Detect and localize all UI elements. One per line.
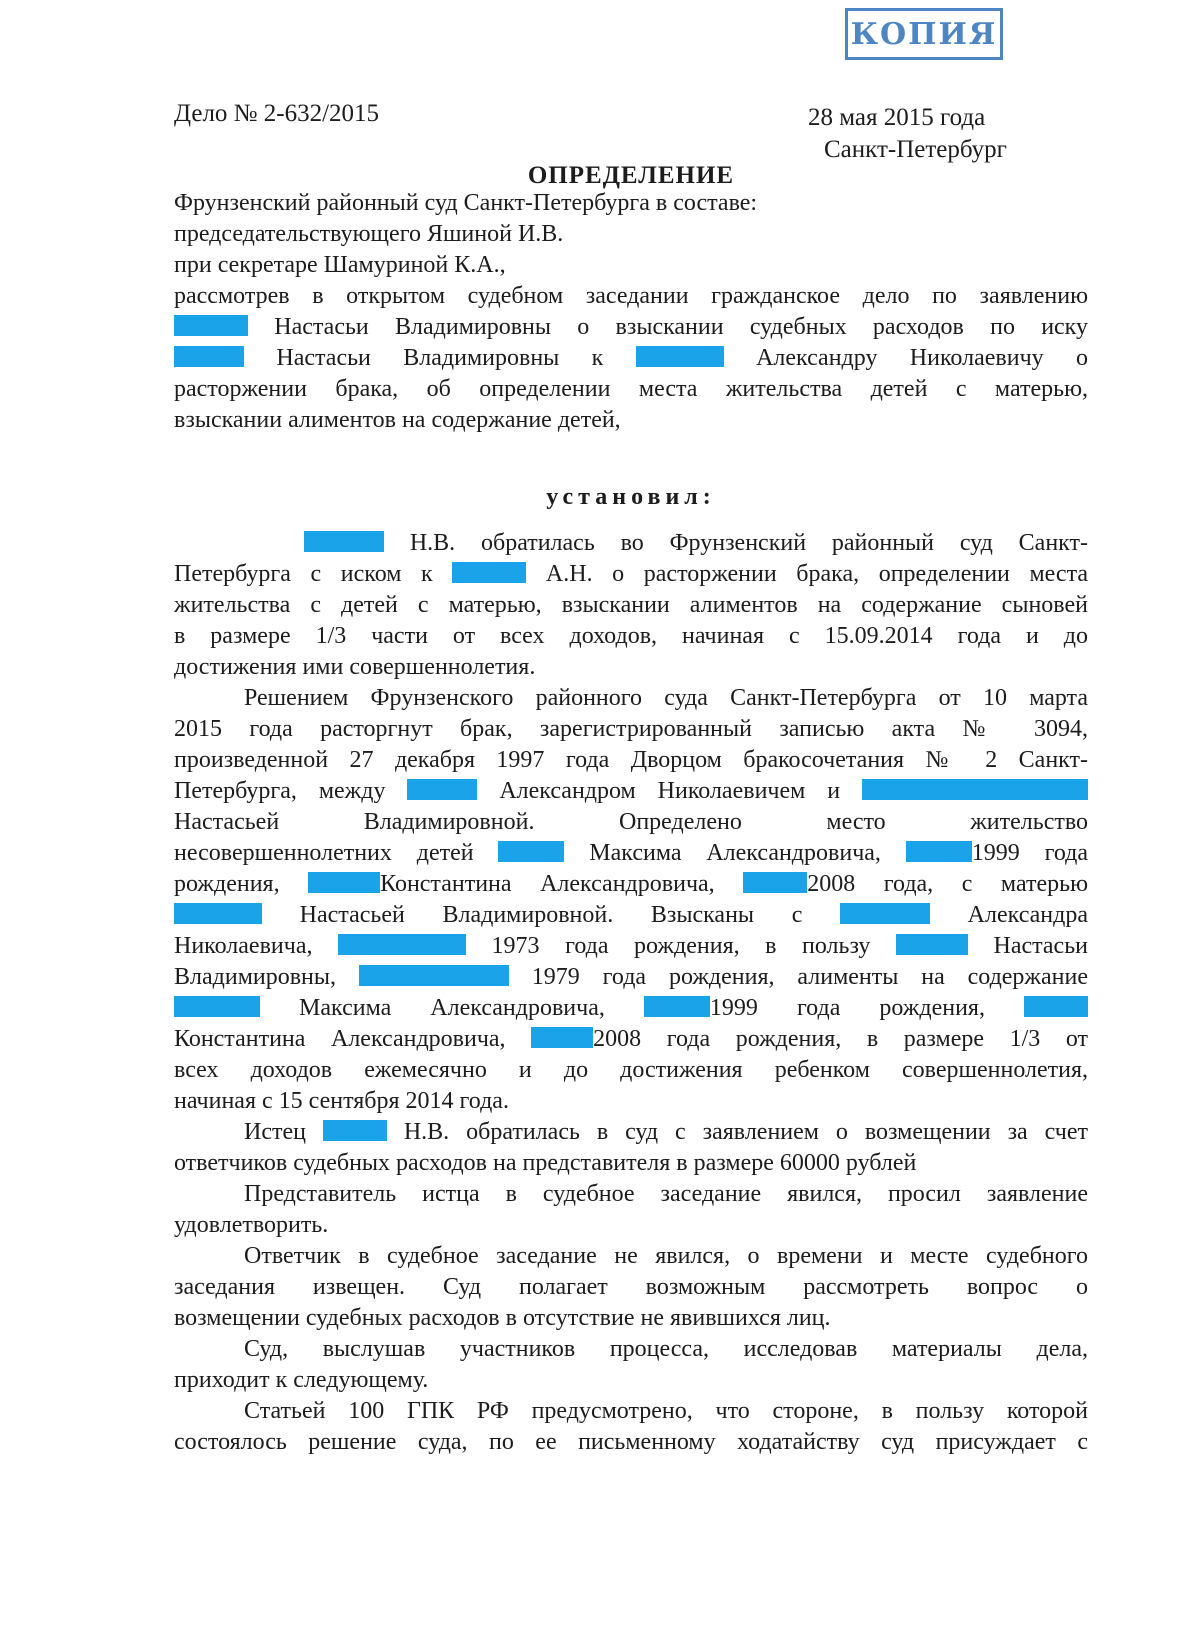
- stamp-text: КОПИЯ: [850, 16, 998, 52]
- text: рождения,: [174, 871, 280, 897]
- redaction-block: [906, 841, 972, 862]
- redaction-block: [174, 903, 262, 924]
- text-line: [174, 838, 1088, 869]
- redaction-block: [862, 779, 1088, 800]
- redaction-block: [452, 562, 526, 583]
- intro-text: Настасьи Владимировны о взыскании судебных расходов по иску: [274, 314, 1089, 340]
- text: 1999 года рождения,: [709, 995, 985, 1021]
- redaction-block: [896, 934, 968, 955]
- redaction-block: [636, 346, 724, 367]
- text-line: [174, 1024, 1088, 1055]
- text-line: приходит к следующему.: [174, 1367, 429, 1393]
- text: Петербурга, между: [174, 778, 386, 804]
- redaction-block: [644, 996, 710, 1017]
- intro-line: расторжении брака, об определении места жительства детей с матерью,: [174, 376, 1088, 402]
- text-line: [174, 528, 1088, 559]
- text: несовершеннолетних детей: [174, 840, 474, 866]
- text: Константина Александровича,: [174, 1026, 506, 1052]
- text: Н.В. обратилась во Фрунзенский районный суд Санкт-: [409, 530, 1089, 556]
- intro-line: рассмотрев в открытом судебном заседании гражданское дело по заявлению: [174, 283, 1088, 309]
- intro-line: председательствующего Яшиной И.В.: [174, 221, 564, 247]
- text-line: [174, 900, 1088, 931]
- intro-line: при секретаре Шамуриной К.А.,: [174, 252, 506, 278]
- text-line: жительства с детей с матерью, взыскании алиментов на содержание сыновей: [174, 592, 1088, 618]
- redaction-block: [323, 1120, 387, 1141]
- text-line: Представитель истца в судебное заседание явился, просил заявление: [244, 1181, 1088, 1207]
- text-line: всех доходов ежемесячно и до достижения ребенком совершеннолетия,: [174, 1057, 1088, 1083]
- redaction-block: [174, 315, 248, 336]
- text: Николаевича,: [174, 933, 313, 959]
- text-line: 2015 года расторгнут брак, зарегистрированный записью акта № 3094,: [174, 716, 1088, 742]
- intro-line: [174, 312, 1088, 343]
- text: Александром Николаевичем и: [499, 778, 841, 804]
- text: Петербурга с иском к: [174, 561, 433, 587]
- redaction-block: [743, 872, 807, 893]
- text: Константина Александровича,: [380, 871, 715, 897]
- text-line: [174, 559, 1088, 590]
- text: 2008 года рождения, в размере 1/3 от: [593, 1026, 1088, 1052]
- text-line: [174, 869, 1088, 900]
- text: А.Н. о расторжении брака, определении места: [545, 561, 1089, 587]
- redaction-block: [1024, 996, 1088, 1017]
- document-city: Санкт-Петербург: [824, 136, 1007, 163]
- redaction-block: [308, 872, 380, 893]
- text-line: возмещении судебных расходов в отсутствие не явившихся лиц.: [174, 1305, 831, 1331]
- redaction-block: [359, 965, 509, 986]
- intro-line: Фрунзенский районный суд Санкт-Петербурга в составе:: [174, 190, 758, 216]
- text: 1999 года: [971, 840, 1089, 866]
- redaction-block: [498, 841, 564, 862]
- main-text: [174, 528, 1088, 1458]
- text-line: начиная с 15 сентября 2014 года.: [174, 1088, 509, 1114]
- intro-line: [174, 343, 1088, 374]
- redaction-block: [304, 531, 384, 552]
- redaction-block: [407, 779, 477, 800]
- redaction-block: [840, 903, 930, 924]
- copy-stamp: [845, 8, 1003, 60]
- text-line: Статьей 100 ГПК РФ предусмотрено, что стороне, в пользу которой: [244, 1398, 1088, 1424]
- text: Н.В. обратилась в суд с заявлением о возмещении за счет: [403, 1119, 1089, 1145]
- text: Максима Александровича,: [299, 995, 605, 1021]
- text-line: достижения ими совершеннолетия.: [174, 654, 536, 680]
- intro-block: [174, 188, 1088, 436]
- text-line: в размере 1/3 части от всех доходов, начиная с 15.09.2014 года и до: [174, 623, 1088, 649]
- text-line: [174, 962, 1088, 993]
- text-line: заседания извещен. Суд полагает возможным рассмотреть вопрос о: [174, 1274, 1088, 1300]
- text: Максима Александровича,: [589, 840, 881, 866]
- text: 1973 года рождения, в пользу: [491, 933, 871, 959]
- text-line: ответчиков судебных расходов на представителя в размере 60000 рублей: [174, 1150, 917, 1176]
- text-line: [174, 931, 1088, 962]
- text-line: состоялось решение суда, по ее письменному ходатайству суд присуждает с: [174, 1429, 1088, 1455]
- text-line: [174, 993, 1088, 1024]
- text-line: Настасьей Владимировной. Определено место жительство: [174, 809, 1088, 835]
- text-line: Ответчик в судебное заседание не явился, о времени и месте судебного: [244, 1243, 1088, 1269]
- redaction-block: [174, 346, 244, 367]
- section-heading: установил:: [546, 484, 716, 510]
- text-line: произведенной 27 декабря 1997 года Дворцом бракосочетания № 2 Санкт-: [174, 747, 1088, 773]
- redaction-block: [531, 1027, 593, 1048]
- intro-text: Александру Николаевичу о: [756, 345, 1089, 371]
- text: Настасьи: [993, 933, 1088, 959]
- text: Настасьей Владимировной. Взысканы с: [299, 902, 803, 928]
- text-line: Решением Фрунзенского районного суда Санкт-Петербурга от 10 марта: [244, 685, 1088, 711]
- intro-line: взыскании алиментов на содержание детей,: [174, 407, 621, 433]
- text: Истец: [244, 1119, 306, 1145]
- text: Владимировны,: [174, 964, 337, 990]
- text: Александра: [967, 902, 1088, 928]
- intro-text: Настасьи Владимировны к: [276, 345, 604, 371]
- document-date: 28 мая 2015 года: [808, 104, 986, 131]
- text-line: удовлетворить.: [174, 1212, 329, 1238]
- text-line: [174, 1117, 1088, 1148]
- case-number: Дело № 2-632/2015: [174, 100, 380, 127]
- document-title: ОПРЕДЕЛЕНИЕ: [527, 162, 735, 189]
- redaction-block: [174, 996, 260, 1017]
- text-line: Суд, выслушав участников процесса, исследовав материалы дела,: [244, 1336, 1088, 1362]
- redaction-block: [338, 934, 466, 955]
- text-line: [174, 776, 1088, 807]
- text: 1979 года рождения, алименты на содержание: [531, 964, 1089, 990]
- text: 2008 года, с матерью: [807, 871, 1088, 897]
